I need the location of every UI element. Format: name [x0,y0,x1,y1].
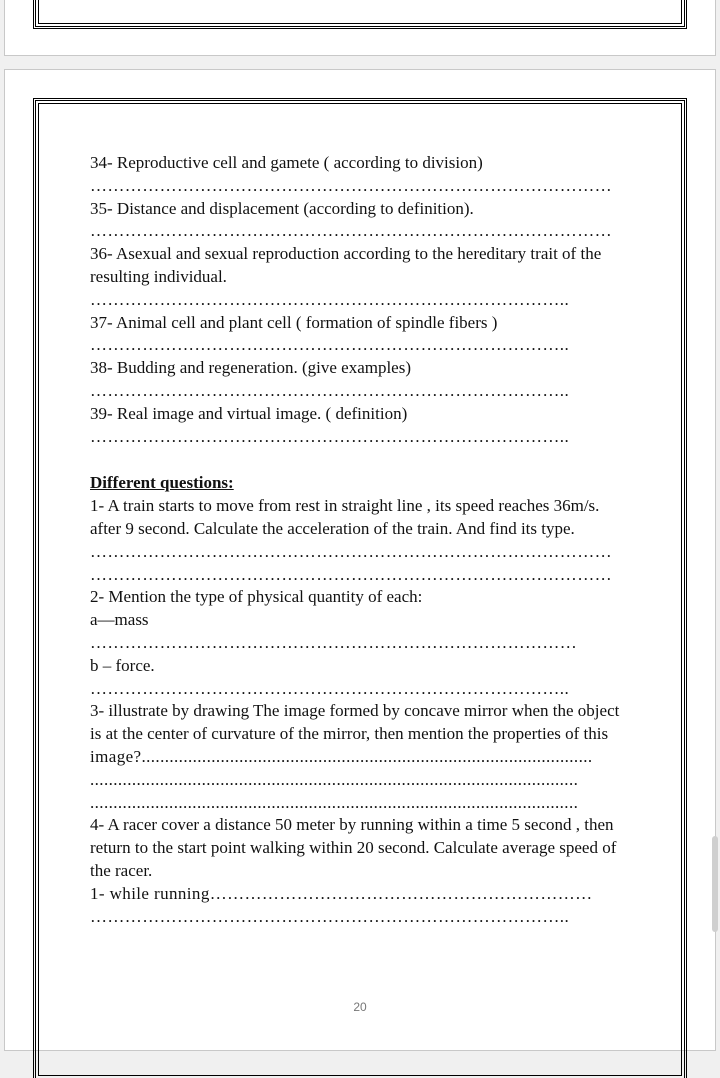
question-36: 36- Asexual and sexual reproduction according to the hereditary trait of the resulting individual. [90,244,602,286]
answer-line-mirror-1: ......................................................................................................... [90,769,579,789]
item-force: b – force. [90,655,155,675]
answer-line-35: ……………………………………………………………………………… [90,221,612,241]
answer-line-37: ……………………………………………………………………….. [90,335,570,355]
answer-line-force: ……………………………………………………………………….. [90,678,570,698]
answer-line-39: ……………………………………………………………………….. [90,426,570,446]
answer-line-train-1: ……………………………………………………………………………… [90,541,612,561]
previous-page-border [33,0,687,29]
answer-line-train-2: ……………………………………………………………………………… [90,564,612,584]
page-number: 20 [353,1000,367,1014]
worksheet-content [90,152,630,928]
section-heading: Different questions: [90,473,234,493]
item-mass: a—mass [90,610,149,630]
question-34: 34- Reproductive cell and gamete ( according to division) [90,153,483,172]
question-train: 1- A train starts to move from rest in straight line , its speed reaches 36m/s. after 9 second. Calculate the acceleration of the train. And find its type. [90,496,600,538]
racer-part-running: 1- while running………………………………………………………… [90,883,593,903]
answer-line-mirror-2: ......................................................................................................... [90,792,579,812]
answer-line-38: ……………………………………………………………………….. [90,380,570,400]
question-37: 37- Animal cell and plant cell ( formation of spindle fibers ) [90,312,498,332]
answer-line-34: ……………………………………………………………………………… [90,175,612,195]
question-39: 39- Real image and virtual image. ( definition) [90,403,408,423]
question-physical-quantity: 2- Mention the type of physical quantity of each: [90,587,423,607]
question-38: 38- Budding and regeneration. (give examples) [90,358,412,378]
question-35: 35- Distance and displacement (according to definition). [90,198,474,218]
question-concave-mirror-end: image?................................................................................................. [90,746,593,766]
question-concave-mirror: 3- illustrate by drawing The image formed by concave mirror when the object is at the center of curvature of the mirror, then mention the properties of this [90,701,620,744]
section-spacer [90,448,630,472]
question-racer: 4- A racer cover a distance 50 meter by running within a time 5 second , then return to the start point walking within 20 second. Calculate average speed of the racer. [90,815,617,880]
answer-line-36: ……………………………………………………………………….. [90,289,570,309]
previous-page [4,0,716,56]
scrollbar-thumb[interactable] [712,836,718,932]
answer-line-mass: ………………………………………………………………………… [90,632,578,652]
answer-line-racer: ……………………………………………………………………….. [90,906,570,926]
